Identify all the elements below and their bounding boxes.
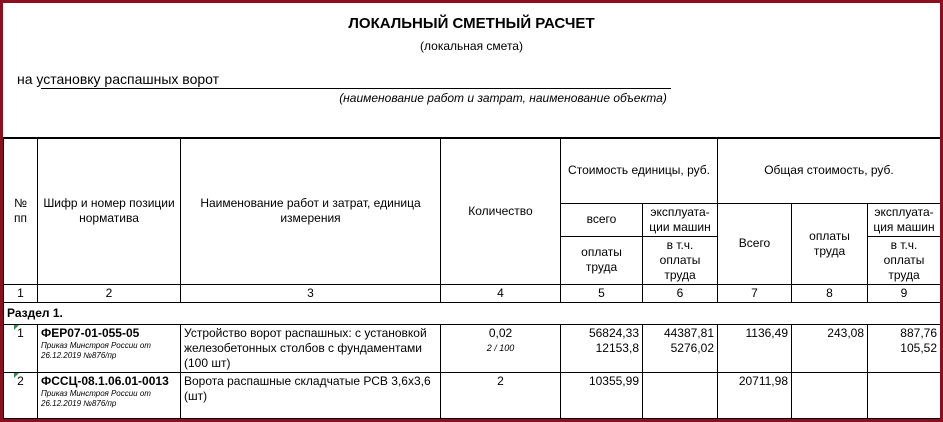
header-row-1 [4,138,941,203]
header-unit-machines-labor: в т.ч. оплаты труда [643,236,718,284]
object-line [17,71,219,87]
object-caption: (наименование работ и затрат, наименование объекта) [339,91,667,105]
row-num: 1 [4,324,38,372]
object-prefix: на [17,71,33,87]
estimate-table [3,137,941,419]
row-code-cell [38,372,181,418]
row-qty-formula: 2 / 100 [486,342,515,353]
object-name: установку распашных ворот [36,71,220,87]
row-total-all: 20711,98 [718,372,792,418]
header-total-machines-labor: в т.ч. оплаты труда [868,236,941,284]
row-total-machines: 887,76 [900,325,937,340]
col-number: 5 [561,284,643,302]
section-row [4,302,941,324]
row-order: Приказ Минстроя России от 26.12.2019 №876/пр [41,388,151,408]
col-number: 3 [181,284,441,302]
header-unit-machines: эксплуата-ции машин [643,203,718,236]
document-title: ЛОКАЛЬНЫЙ СМЕТНЫЙ РАСЧЕТ [348,15,595,32]
row-unit-machines: 44387,81 [663,325,714,340]
row-num: 2 [4,372,38,418]
header-code: Шифр и номер позиции норматива [38,138,181,284]
header-unit-labor: оплаты труда [561,236,643,284]
col-number: 6 [643,284,718,302]
row-total-labor: 243,08 [792,324,868,372]
col-number: 4 [441,284,561,302]
header-total-machines: эксплуата-ция машин [868,203,941,236]
row-total-labor [792,372,868,418]
document-subtitle: (локальная смета) [420,39,523,53]
col-number: 1 [4,284,38,302]
row-qty-cell [441,324,561,372]
row-unit-machines-labor: 5276,02 [670,340,714,355]
row-total-machines-labor: 105,52 [900,340,937,355]
table-row [4,372,941,418]
header-qty: Количество [441,138,561,284]
col-number: 2 [38,284,181,302]
header-total-all: Всего [718,203,792,284]
row-name: Устройство ворот распашных: с установкой железобетонных столбов с фундаментами (100 шт) [181,324,441,372]
row-code: ФССЦ-08.1.06.01-0013 [41,373,169,388]
row-code: ФЕР07-01-055-05 [41,325,140,340]
table-row [4,324,941,372]
col-number: 9 [868,284,941,302]
col-number: 7 [718,284,792,302]
header-unit-total: всего [561,203,643,236]
col-number: 8 [792,284,868,302]
row-qty: 0,02 [488,325,513,340]
column-numbers-row [4,284,941,302]
object-underline [41,88,671,89]
row-total-all: 1136,49 [718,324,792,372]
row-name: Ворота распашные складчатые РСВ 3,6х3,6 (шт) [181,372,441,418]
row-total-machines [868,372,941,418]
row-unit-total-cell [561,324,643,372]
row-unit-total: 10355,99 [561,372,643,418]
header-name: Наименование работ и затрат, единица измерения [181,138,441,284]
header-total-cost: Общая стоимость, руб. [718,138,941,203]
row-code-cell [38,324,181,372]
row-unit-labor: 12153,8 [595,340,639,355]
row-order: Приказ Минстроя России от 26.12.2019 №876/пр [41,340,151,360]
row-qty: 2 [441,372,561,418]
section-title: Раздел 1. [4,302,941,324]
header-num: № пп [4,138,38,284]
header-total-labor: оплаты труда [792,203,868,284]
row-total-machines-cell [868,324,941,372]
row-unit-total: 56824,33 [588,325,639,340]
row-unit-machines-cell [643,324,718,372]
row-unit-machines [643,372,718,418]
header-unit-cost: Стоимость единицы, руб. [561,138,718,203]
